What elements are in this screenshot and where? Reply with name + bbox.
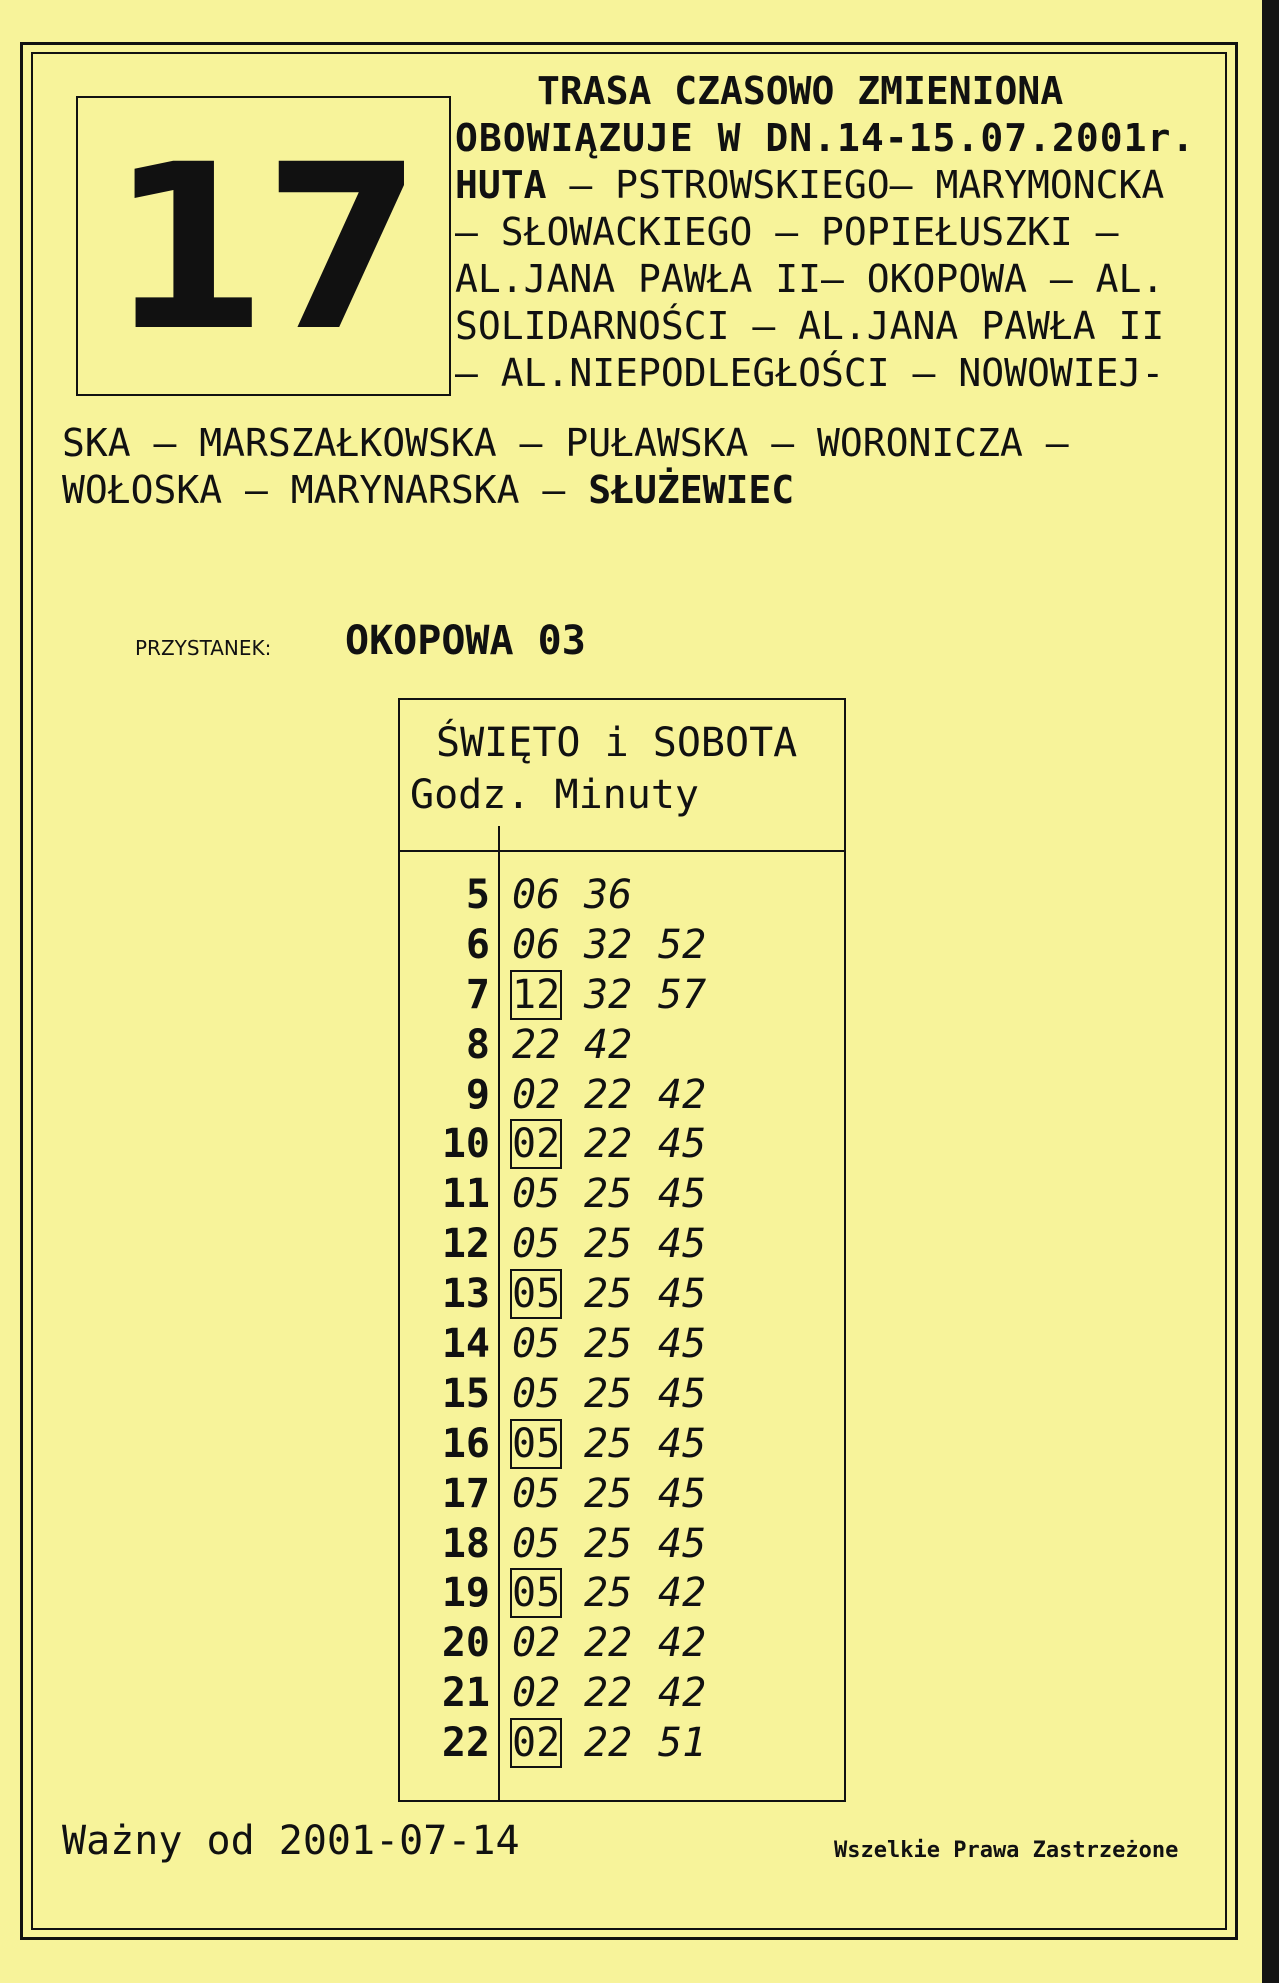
- hour-cell: 14: [441, 1321, 490, 1368]
- minute-cell: 25: [584, 1321, 633, 1368]
- timetable-row: [400, 1419, 844, 1469]
- hour-cell: 19: [441, 1570, 490, 1617]
- hour-cell: 11: [441, 1171, 490, 1218]
- minute-cell: 12: [512, 971, 561, 1018]
- timetable-row: [400, 1269, 844, 1319]
- minute-cell: 22: [584, 1670, 633, 1717]
- minute-cell: 02: [512, 1121, 561, 1168]
- minute-cell: 45: [658, 1520, 707, 1567]
- hour-cell: 8: [465, 1021, 490, 1068]
- minute-cell: 22: [584, 1720, 633, 1767]
- minute-cell: 42: [658, 1670, 707, 1717]
- minute-cell: 05: [512, 1520, 561, 1567]
- minute-cell: 25: [584, 1470, 633, 1517]
- timetable-row: [400, 1219, 844, 1269]
- hour-cell: 21: [441, 1670, 490, 1717]
- route-end: SŁUŻEWIEC: [588, 468, 795, 512]
- minute-cell: 05: [512, 1420, 561, 1467]
- hour-cell: 12: [441, 1221, 490, 1268]
- timetable-row: [400, 1668, 844, 1718]
- route-description-right: [455, 68, 1245, 397]
- minute-cell: 45: [658, 1171, 707, 1218]
- minute-cell: 45: [658, 1470, 707, 1517]
- minute-cell: 32: [584, 921, 633, 968]
- minute-cell: 22: [584, 1121, 633, 1168]
- timetable-row: [400, 1519, 844, 1569]
- minute-cell: 05: [512, 1370, 561, 1417]
- minute-cell: 25: [584, 1420, 633, 1467]
- minute-cell: 45: [658, 1221, 707, 1268]
- timetable-row: [400, 870, 844, 920]
- timetable-row: [400, 1070, 844, 1120]
- minute-cell: 45: [658, 1271, 707, 1318]
- timetable-table: [398, 698, 846, 1802]
- minute-cell: 52: [658, 921, 707, 968]
- minute-cell: 02: [512, 1620, 561, 1667]
- minute-cell: 42: [658, 1071, 707, 1118]
- minute-cell: 06: [512, 921, 561, 968]
- minute-cell: 05: [512, 1171, 561, 1218]
- timetable-row: [400, 970, 844, 1020]
- timetable-header: [400, 700, 844, 852]
- route-line-6: SOLIDARNOŚCI – AL.JANA PAWŁA II: [455, 304, 1165, 348]
- minute-cell: 05: [512, 1221, 561, 1268]
- valid-from: Ważny od 2001-07-14: [62, 1818, 520, 1864]
- hour-cell: 7: [465, 971, 490, 1018]
- timetable-rows: [400, 870, 844, 1768]
- stop-name: OKOPOWA 03: [345, 618, 586, 664]
- minute-cell: 25: [584, 1271, 633, 1318]
- minute-cell: 25: [584, 1520, 633, 1567]
- timetable-row: [400, 1718, 844, 1768]
- route-start: HUTA: [455, 163, 547, 207]
- minute-cell: 25: [584, 1171, 633, 1218]
- minute-cell: 05: [512, 1321, 561, 1368]
- hour-cell: 22: [441, 1720, 490, 1767]
- timetable-row: [400, 1020, 844, 1070]
- hour-cell: 13: [441, 1271, 490, 1318]
- timetable-row: [400, 1169, 844, 1219]
- minute-cell: 06: [512, 872, 561, 918]
- minute-cell: 32: [584, 971, 633, 1018]
- minute-cell: 45: [658, 1321, 707, 1368]
- route-line-9: WOŁOSKA – MARYNARSKA – SŁUŻEWIEC: [62, 468, 795, 512]
- minute-cell: 45: [658, 1370, 707, 1417]
- route-validity-notice: OBOWIĄZUJE W DN.14-15.07.2001r.: [455, 116, 1196, 160]
- timetable-row: [400, 920, 844, 970]
- minute-cell: 25: [584, 1221, 633, 1268]
- hour-cell: 6: [465, 921, 490, 968]
- minute-cell: 05: [512, 1470, 561, 1517]
- route-change-notice: TRASA CZASOWO ZMIENIONA: [537, 69, 1064, 113]
- timetable-row: [400, 1319, 844, 1369]
- timetable-row: [400, 1469, 844, 1519]
- hour-cell: 5: [465, 872, 490, 918]
- minute-cell: 22: [512, 1021, 561, 1068]
- minute-cell: 42: [584, 1021, 633, 1068]
- line-number-box: [76, 96, 451, 396]
- hour-cell: 20: [441, 1620, 490, 1667]
- hour-cell: 15: [441, 1370, 490, 1417]
- minute-cell: 02: [512, 1071, 561, 1118]
- minute-cell: 45: [658, 1420, 707, 1467]
- hour-cell: 10: [441, 1121, 490, 1168]
- timetable-row: [400, 1119, 844, 1169]
- timetable-row: [400, 1369, 844, 1419]
- minute-cell: 42: [658, 1570, 707, 1617]
- minute-cell: 22: [584, 1071, 633, 1118]
- timetable-columns: Godz. Minuty: [410, 772, 699, 818]
- minute-cell: 02: [512, 1670, 561, 1717]
- minute-cell: 51: [658, 1720, 707, 1767]
- minute-cell: 25: [584, 1570, 633, 1617]
- route-description-full: [62, 420, 1242, 514]
- minute-cell: 42: [658, 1620, 707, 1667]
- minute-cell: 45: [658, 1121, 707, 1168]
- minute-cell: 57: [658, 971, 707, 1018]
- minute-cell: 25: [584, 1370, 633, 1417]
- stop-label: PRZYSTANEK:: [135, 636, 272, 660]
- line-number: 17: [108, 115, 419, 381]
- minute-cell: 02: [512, 1720, 561, 1767]
- minute-cell: 05: [512, 1570, 561, 1617]
- minute-cell: 05: [512, 1271, 561, 1318]
- timetable-title: ŚWIĘTO i SOBOTA: [436, 720, 798, 766]
- route-line-3: HUTA – PSTROWSKIEGO– MARYMONCKA: [455, 163, 1165, 207]
- hour-cell: 16: [441, 1420, 490, 1467]
- rights-notice: Wszelkie Prawa Zastrzeżone: [834, 1838, 1179, 1863]
- timetable-row: [400, 1568, 844, 1618]
- hour-cell: 18: [441, 1520, 490, 1567]
- hour-cell: 17: [441, 1470, 490, 1517]
- timetable-row: [400, 1618, 844, 1668]
- route-line-7: – AL.NIEPODLEGŁOŚCI – NOWOWIEJ-: [455, 351, 1165, 395]
- route-line-8: SKA – MARSZAŁKOWSKA – PUŁAWSKA – WORONICZA –: [62, 421, 1069, 465]
- route-line-4: – SŁOWACKIEGO – POPIEŁUSZKI –: [455, 210, 1119, 254]
- hour-cell: 9: [465, 1071, 490, 1118]
- minute-cell: 22: [584, 1620, 633, 1667]
- route-line-5: AL.JANA PAWŁA II– OKOPOWA – AL.: [455, 257, 1165, 301]
- minute-cell: 36: [584, 872, 633, 918]
